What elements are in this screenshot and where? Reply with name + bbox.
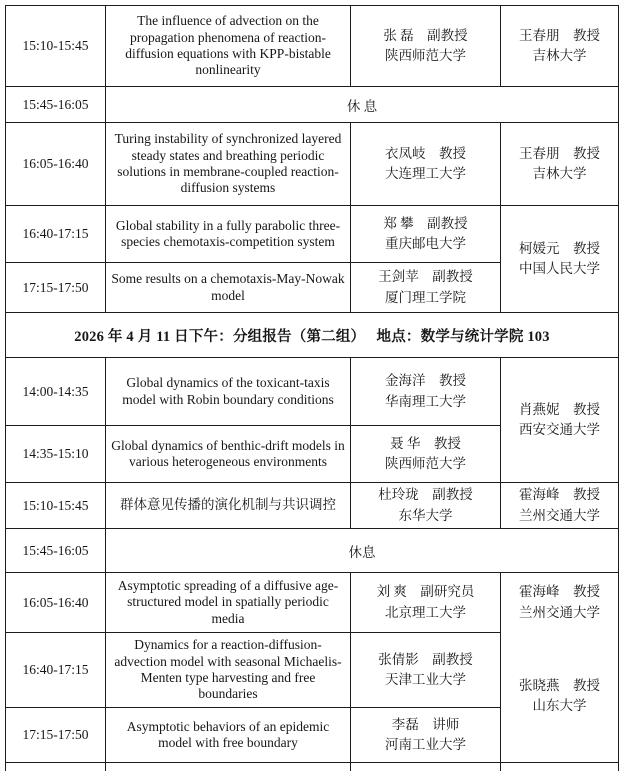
chair-affiliation: 吉林大学 xyxy=(532,166,587,181)
speaker-affiliation: 大连理工大学 xyxy=(385,166,466,181)
speaker-cell xyxy=(351,483,501,529)
table-row xyxy=(6,123,619,206)
time-cell xyxy=(6,123,106,206)
chair-cell xyxy=(501,483,619,529)
speaker-affiliation: 天津工业大学 xyxy=(385,672,466,687)
speaker-name: 张 磊 副教授 xyxy=(383,27,468,43)
speaker-cell xyxy=(351,763,501,771)
time-label: 16:40-17:15 xyxy=(22,226,89,241)
speaker-cell xyxy=(351,263,501,313)
speaker-name: 金海洋 教授 xyxy=(385,373,466,389)
time-cell xyxy=(6,263,106,313)
table-row xyxy=(6,529,619,573)
time-label: 14:00-14:35 xyxy=(22,383,89,399)
time-cell xyxy=(6,763,106,771)
program-table xyxy=(5,5,619,771)
table-row xyxy=(6,206,619,263)
chair-affiliation: 山东大学 xyxy=(532,698,587,713)
chair-affiliation: 吉林大学 xyxy=(532,48,587,63)
speaker-affiliation: 陕西师范大学 xyxy=(385,48,466,63)
chair-name: 霍海峰 教授 xyxy=(519,584,600,600)
chair-name: 王春朋 教授 xyxy=(519,27,600,43)
chair-name: 柯媛元 教授 xyxy=(519,240,600,256)
speaker-name: 李磊 讲师 xyxy=(391,716,460,732)
table-row xyxy=(6,573,619,633)
time-label: 15:10-15:45 xyxy=(22,497,89,513)
break-cell xyxy=(106,529,619,573)
time-cell xyxy=(6,708,106,763)
chair-block-lower xyxy=(501,631,618,761)
title-cell xyxy=(106,206,351,263)
speaker-affiliation: 东华大学 xyxy=(398,507,453,523)
speaker-name: 衣凤岐 教授 xyxy=(385,145,466,161)
break-cell xyxy=(106,87,619,123)
speaker-cell xyxy=(351,708,501,763)
chair-cell xyxy=(501,358,619,483)
speaker-cell xyxy=(351,206,501,263)
table-row xyxy=(6,313,619,358)
talk-title: The influence of advection on the propagation phenomena of reaction-diffusion equations with KPP-bistable nonlinearity xyxy=(125,13,331,78)
speaker-affiliation: 华南理工大学 xyxy=(385,393,466,409)
speaker-affiliation: 厦门理工学院 xyxy=(385,289,466,305)
talk-title: Dynamics for a reaction-diffusion-advection model with seasonal Michaelis-Menten type harvesting and free boundaries xyxy=(114,637,342,702)
speaker-cell xyxy=(351,358,501,426)
time-label: 17:15-17:50 xyxy=(22,727,89,742)
table-row-partial xyxy=(6,763,619,771)
speaker-affiliation: 陕西师范大学 xyxy=(385,456,466,471)
speaker-cell xyxy=(351,123,501,206)
time-label: 15:45-16:05 xyxy=(22,542,89,558)
speaker-name: 张倩影 副教授 xyxy=(378,651,473,667)
chair-name: 肖燕妮 教授 xyxy=(519,401,600,417)
time-cell xyxy=(6,483,106,529)
table-row xyxy=(6,483,619,529)
speaker-name: 杜玲珑 副教授 xyxy=(378,487,473,503)
session-header-cell xyxy=(6,313,619,358)
title-cell xyxy=(106,633,351,708)
time-cell xyxy=(6,6,106,87)
chair-affiliation: 兰州交通大学 xyxy=(519,604,600,620)
talk-title: Asymptotic spreading of a diffusive age-structured model in spatially periodic media xyxy=(117,577,339,626)
chair-name: 霍海峰 教授 xyxy=(519,487,600,503)
chair-affiliation: 兰州交通大学 xyxy=(519,507,600,523)
speaker-name: 王剑苹 副教授 xyxy=(378,269,473,285)
time-label: 16:05-16:40 xyxy=(22,594,89,610)
time-cell xyxy=(6,358,106,426)
break-label: 休 息 xyxy=(346,98,378,114)
title-cell xyxy=(106,708,351,763)
break-label: 休息 xyxy=(348,544,376,560)
time-label: 14:35-15:10 xyxy=(22,446,89,461)
title-cell xyxy=(106,263,351,313)
chair-affiliation: 西安交通大学 xyxy=(519,422,600,437)
time-label: 16:05-16:40 xyxy=(22,156,89,171)
speaker-cell xyxy=(351,633,501,708)
chair-cell xyxy=(501,206,619,313)
time-cell xyxy=(6,633,106,708)
session-header: 2026 年 4 月 11 日下午：分组报告（第二组） 地点：数学与统计学院 103 xyxy=(74,328,550,345)
chair-name: 张晓燕 教授 xyxy=(519,677,600,693)
time-cell xyxy=(6,206,106,263)
speaker-cell xyxy=(351,573,501,633)
time-cell xyxy=(6,573,106,633)
table-row xyxy=(6,6,619,87)
time-cell xyxy=(6,426,106,483)
time-label: 15:45-16:05 xyxy=(22,96,89,112)
chair-cell xyxy=(501,573,619,763)
title-cell xyxy=(106,483,351,529)
time-label: 17:15-17:50 xyxy=(22,279,89,295)
talk-title: Global dynamics of the toxicant-taxis model with Robin boundary conditions xyxy=(122,375,334,407)
title-cell xyxy=(106,6,351,87)
speaker-affiliation: 河南工业大学 xyxy=(385,737,466,752)
chair-cell xyxy=(501,123,619,206)
time-label: 16:40-17:15 xyxy=(22,662,89,677)
time-cell xyxy=(6,87,106,123)
chair-cell xyxy=(501,6,619,87)
title-cell xyxy=(106,426,351,483)
time-cell xyxy=(6,529,106,573)
title-cell xyxy=(106,763,351,771)
talk-title: Global dynamics of benthic-drift models in various heterogeneous environments xyxy=(111,437,345,469)
speaker-cell xyxy=(351,426,501,483)
table-row xyxy=(6,358,619,426)
speaker-name: 刘 爽 副研究员 xyxy=(376,584,475,600)
talk-title: 群体意见传播的演化机制与共识调控 xyxy=(120,497,336,513)
chair-name: 王春朋 教授 xyxy=(519,145,600,161)
title-cell xyxy=(106,123,351,206)
table-row xyxy=(6,87,619,123)
speaker-name: 郑 攀 副教授 xyxy=(383,215,468,231)
talk-title: Global stability in a fully parabolic three-species chemotaxis-competition system xyxy=(115,217,341,249)
chair-cell xyxy=(501,763,619,771)
talk-title: Some results on a chemotaxis-May-Nowak model xyxy=(111,271,345,303)
talk-title: Asymptotic behaviors of an epidemic model with free boundary xyxy=(126,718,330,750)
title-cell xyxy=(106,358,351,426)
speaker-affiliation: 北京理工大学 xyxy=(385,604,466,620)
title-cell xyxy=(106,573,351,633)
time-label: 15:10-15:45 xyxy=(22,38,89,53)
speaker-cell xyxy=(351,6,501,87)
chair-block-upper xyxy=(501,574,618,631)
chair-affiliation: 中国人民大学 xyxy=(519,261,600,276)
speaker-name: 聂 华 教授 xyxy=(390,435,461,451)
speaker-affiliation: 重庆邮电大学 xyxy=(385,236,466,251)
talk-title: Turing instability of synchronized layered steady states and breathing periodic solutions in membrane-coupled reaction-diffusion systems xyxy=(114,131,342,196)
